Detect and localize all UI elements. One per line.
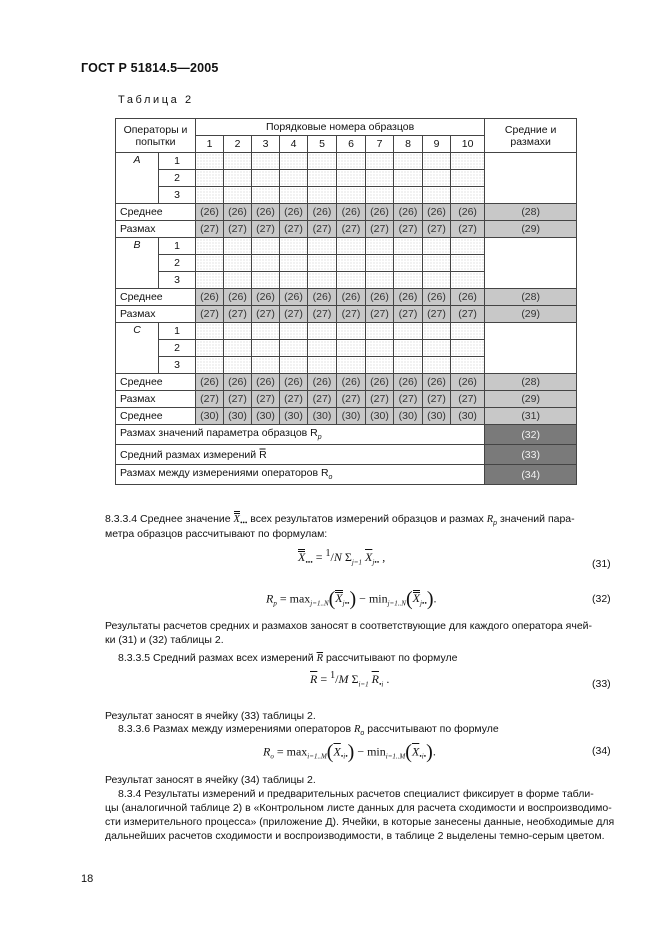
trial-number: 1 bbox=[159, 323, 196, 340]
measurement-cell bbox=[308, 255, 337, 272]
result-34: Результат заносят в ячейку (34) таблицы 2. bbox=[105, 774, 316, 786]
gray-cell: (30) bbox=[451, 408, 485, 425]
measurement-cell bbox=[308, 323, 337, 340]
measurement-cell bbox=[224, 357, 252, 374]
operator-label: C bbox=[116, 323, 159, 374]
measurement-cell bbox=[423, 170, 451, 187]
gray-cell: (30) bbox=[423, 408, 451, 425]
gray-cell: (30) bbox=[394, 408, 423, 425]
sub-o: o bbox=[328, 474, 333, 482]
measurement-cell bbox=[224, 153, 252, 170]
measurement-cell bbox=[280, 153, 308, 170]
measurement-cell bbox=[196, 340, 224, 357]
gray-cell: (26) bbox=[252, 204, 280, 221]
measurement-cell bbox=[366, 255, 394, 272]
gray-cell: (26) bbox=[252, 289, 280, 306]
measurement-cell bbox=[366, 187, 394, 204]
gray-cell: (26) bbox=[224, 289, 252, 306]
document-header: ГОСТ Р 51814.5—2005 bbox=[81, 61, 219, 75]
gray-cell: (26) bbox=[280, 374, 308, 391]
trial-number: 2 bbox=[159, 170, 196, 187]
measurement-cell bbox=[196, 170, 224, 187]
measurement-cell bbox=[366, 323, 394, 340]
measurement-cell bbox=[252, 340, 280, 357]
formula-34: $R_o = \max_{i=1..M}(\overline{X}_{•i•}) - \min_{i=1..M}(\overline{X}_{•i•})$. bbox=[263, 741, 436, 763]
measurement-cell bbox=[280, 255, 308, 272]
dark-cell: (33) bbox=[485, 445, 577, 465]
gray-cell: (26) bbox=[337, 204, 366, 221]
result-33: Результат заносят в ячейку (33) таблицы 2. bbox=[105, 710, 316, 722]
measurement-cell bbox=[280, 272, 308, 289]
gray-cell: (27) bbox=[337, 221, 366, 238]
measurement-cell bbox=[423, 340, 451, 357]
gray-cell: (27) bbox=[224, 221, 252, 238]
gray-cell: (26) bbox=[451, 204, 485, 221]
header-col: 7 bbox=[366, 136, 394, 153]
measurement-cell bbox=[337, 187, 366, 204]
header-col: 3 bbox=[252, 136, 280, 153]
gray-cell: (26) bbox=[196, 374, 224, 391]
eq-number-33: (33) bbox=[592, 678, 611, 690]
gray-cell: (26) bbox=[308, 204, 337, 221]
measurement-cell bbox=[252, 170, 280, 187]
eq-number-32: (32) bbox=[592, 593, 611, 605]
gray-cell: (27) bbox=[451, 306, 485, 323]
measurement-cell bbox=[252, 272, 280, 289]
measurement-cell bbox=[252, 238, 280, 255]
gray-cell: (30) bbox=[224, 408, 252, 425]
gray-cell: (26) bbox=[196, 204, 224, 221]
summary-cell: (28) bbox=[485, 289, 577, 306]
measurement-cell bbox=[451, 323, 485, 340]
measurement-cell bbox=[451, 340, 485, 357]
measurement-cell bbox=[337, 238, 366, 255]
row-label: Среднее bbox=[116, 204, 196, 221]
measurement-cell bbox=[451, 170, 485, 187]
row-label: Размах bbox=[116, 221, 196, 238]
gray-cell: (27) bbox=[196, 221, 224, 238]
gray-cell: (27) bbox=[366, 221, 394, 238]
measurement-cell bbox=[423, 357, 451, 374]
page-number: 18 bbox=[81, 873, 94, 885]
gray-cell: (27) bbox=[308, 306, 337, 323]
row-mean-range bbox=[116, 445, 485, 465]
measurement-cell bbox=[394, 255, 423, 272]
gray-cell: (30) bbox=[308, 408, 337, 425]
measurement-cell bbox=[196, 357, 224, 374]
gray-cell: (27) bbox=[366, 306, 394, 323]
measurement-cell bbox=[224, 187, 252, 204]
eq-number-34: (34) bbox=[592, 745, 611, 757]
gray-cell: (26) bbox=[224, 374, 252, 391]
trial-number: 1 bbox=[159, 153, 196, 170]
row-label: Среднее bbox=[116, 289, 196, 306]
gray-cell: (26) bbox=[366, 289, 394, 306]
summary-cell: (29) bbox=[485, 391, 577, 408]
paragraph-after32-1: Результаты расчетов средних и размахов заносят в соответствующие для каждого оператора ячей- bbox=[105, 620, 593, 632]
r-samples-text: Размах значений параметра образцов R bbox=[120, 427, 318, 440]
measurement-cell bbox=[308, 187, 337, 204]
header-col: 2 bbox=[224, 136, 252, 153]
gray-cell: (30) bbox=[337, 408, 366, 425]
gray-cell: (30) bbox=[280, 408, 308, 425]
summary-cell: (28) bbox=[485, 204, 577, 221]
gray-cell: (27) bbox=[308, 391, 337, 408]
gray-cell: (26) bbox=[337, 374, 366, 391]
measurement-cell bbox=[451, 187, 485, 204]
measurement-cell bbox=[196, 323, 224, 340]
gray-cell: (26) bbox=[394, 374, 423, 391]
gray-cell: (26) bbox=[423, 204, 451, 221]
gray-cell: (27) bbox=[337, 391, 366, 408]
operator-label: B bbox=[116, 238, 159, 289]
paragraph-8335: 8.3.3.5 Средний размах всех измерений $\overline{R}$ рассчитывают по формуле bbox=[118, 652, 458, 664]
measurement-cell bbox=[196, 187, 224, 204]
dark-cell: (32) bbox=[485, 425, 577, 445]
trial-number: 2 bbox=[159, 340, 196, 357]
formula-31: $X_{•••} = ^1/N$ $\Sigma_{j=1}$ $\overline{X}_{j••}$ , bbox=[298, 548, 386, 567]
header-samples: Порядковые номера образцов bbox=[196, 119, 485, 136]
measurement-cell bbox=[394, 357, 423, 374]
measurement-cell bbox=[196, 272, 224, 289]
gray-cell: (26) bbox=[394, 289, 423, 306]
gray-cell: (27) bbox=[423, 306, 451, 323]
measurement-cell bbox=[451, 357, 485, 374]
sub-p: p bbox=[317, 434, 322, 442]
trial-number: 3 bbox=[159, 187, 196, 204]
header-col: 8 bbox=[394, 136, 423, 153]
row-label: Среднее bbox=[116, 408, 196, 425]
measurement-cell bbox=[337, 357, 366, 374]
gray-cell: (26) bbox=[451, 374, 485, 391]
measurement-cell bbox=[366, 170, 394, 187]
measurement-cell bbox=[280, 187, 308, 204]
gray-cell: (26) bbox=[451, 289, 485, 306]
measurement-cell bbox=[366, 238, 394, 255]
measurement-cell bbox=[196, 153, 224, 170]
measurement-cell bbox=[196, 238, 224, 255]
gray-cell: (27) bbox=[196, 391, 224, 408]
gray-cell: (27) bbox=[451, 391, 485, 408]
gray-cell: (27) bbox=[252, 306, 280, 323]
measurement-cell bbox=[423, 272, 451, 289]
table-caption: Таблица 2 bbox=[118, 94, 194, 106]
trial-number: 3 bbox=[159, 272, 196, 289]
gray-cell: (26) bbox=[308, 289, 337, 306]
measurement-cell bbox=[224, 170, 252, 187]
measurement-cell bbox=[337, 323, 366, 340]
data-table bbox=[115, 118, 577, 485]
paragraph-8334: 8.3.3.4 Среднее значение $X_{•••}$ всех результатов измерений образцов и размах $R_p$ значений пара- bbox=[105, 513, 575, 528]
measurement-cell bbox=[451, 255, 485, 272]
header-operators: Операторы и попытки bbox=[116, 119, 196, 153]
measurement-cell bbox=[366, 272, 394, 289]
row-range-samples bbox=[116, 425, 485, 445]
paragraph-after32-2: ки (31) и (32) таблицы 2. bbox=[105, 634, 224, 646]
header-col: 6 bbox=[337, 136, 366, 153]
trial-number: 2 bbox=[159, 255, 196, 272]
measurement-cell bbox=[280, 170, 308, 187]
header-means: Средние и размахи bbox=[485, 119, 577, 153]
measurement-cell bbox=[451, 153, 485, 170]
paragraph-834-3: сти измерительного процесса» (приложение Д). Ячейки, в которые занесены данные, необходимые для bbox=[105, 816, 615, 828]
paragraph-8336: 8.3.3.6 Размах между измерениями операторов $R_o$ рассчитывают по формуле bbox=[118, 723, 499, 738]
gray-cell: (27) bbox=[423, 391, 451, 408]
measurement-cell bbox=[224, 323, 252, 340]
formula-33: $\overline{R} = ^1/M$ $\Sigma_{i=1}$ $\overline{R}_{•i}$ . bbox=[310, 670, 390, 689]
measurement-cell bbox=[252, 255, 280, 272]
measurement-cell bbox=[224, 340, 252, 357]
gray-cell: (30) bbox=[196, 408, 224, 425]
gray-cell: (30) bbox=[252, 408, 280, 425]
paragraph-834-2: цы (аналогичной таблице 2) в «Контрольном листе данных для расчета сходимости и воспроизводимо- bbox=[105, 802, 612, 814]
measurement-cell bbox=[308, 170, 337, 187]
gray-cell: (26) bbox=[196, 289, 224, 306]
header-col: 4 bbox=[280, 136, 308, 153]
measurement-cell bbox=[394, 170, 423, 187]
formula-32: $R_p = \max_{j=1..N}(X_{j••}) - \min_{j=1..N}(X_{j••})$. bbox=[266, 588, 437, 610]
empty-summary bbox=[485, 153, 577, 204]
measurement-cell bbox=[252, 153, 280, 170]
measurement-cell bbox=[394, 323, 423, 340]
operator-label: A bbox=[116, 153, 159, 204]
measurement-cell bbox=[280, 357, 308, 374]
measurement-cell bbox=[394, 238, 423, 255]
empty-summary bbox=[485, 323, 577, 374]
measurement-cell bbox=[252, 187, 280, 204]
header-col: 10 bbox=[451, 136, 485, 153]
gray-cell: (27) bbox=[252, 391, 280, 408]
dark-cell: (34) bbox=[485, 465, 577, 485]
gray-cell: (26) bbox=[337, 289, 366, 306]
row-label: Размах bbox=[116, 306, 196, 323]
measurement-cell bbox=[423, 323, 451, 340]
paragraph-8334-cont: метра образцов рассчитывают по формулам: bbox=[105, 528, 328, 540]
gray-cell: (27) bbox=[451, 221, 485, 238]
gray-cell: (27) bbox=[252, 221, 280, 238]
measurement-cell bbox=[366, 357, 394, 374]
measurement-cell bbox=[224, 272, 252, 289]
paragraph-834-1: 8.3.4 Результаты измерений и предварительных расчетов специалист фиксирует в форме табли- bbox=[118, 788, 594, 800]
gray-cell: (26) bbox=[394, 204, 423, 221]
measurement-cell bbox=[394, 153, 423, 170]
measurement-cell bbox=[308, 272, 337, 289]
gray-cell: (26) bbox=[224, 204, 252, 221]
measurement-cell bbox=[423, 255, 451, 272]
trial-number: 3 bbox=[159, 357, 196, 374]
measurement-cell bbox=[280, 340, 308, 357]
summary-cell: (29) bbox=[485, 221, 577, 238]
gray-cell: (27) bbox=[394, 391, 423, 408]
paragraph-834-4: дальнейших расчетов сходимости и воспроизводимости, в таблице 2 выделены темно-серым цветом. bbox=[105, 830, 605, 842]
gray-cell: (27) bbox=[394, 306, 423, 323]
measurement-cell bbox=[252, 323, 280, 340]
gray-cell: (27) bbox=[337, 306, 366, 323]
gray-cell: (27) bbox=[224, 306, 252, 323]
eq-number-31: (31) bbox=[592, 558, 611, 570]
trial-number: 1 bbox=[159, 238, 196, 255]
measurement-cell bbox=[451, 238, 485, 255]
gray-cell: (27) bbox=[280, 221, 308, 238]
measurement-cell bbox=[224, 238, 252, 255]
measurement-cell bbox=[337, 255, 366, 272]
measurement-cell bbox=[337, 340, 366, 357]
gray-cell: (27) bbox=[224, 391, 252, 408]
measurement-cell bbox=[423, 153, 451, 170]
measurement-cell bbox=[423, 238, 451, 255]
r-ops-text: Размах между измерениями операторов R bbox=[120, 467, 329, 480]
gray-cell: (30) bbox=[366, 408, 394, 425]
gray-cell: (27) bbox=[394, 221, 423, 238]
measurement-cell bbox=[366, 340, 394, 357]
gray-cell: (27) bbox=[423, 221, 451, 238]
gray-cell: (26) bbox=[280, 204, 308, 221]
gray-cell: (27) bbox=[366, 391, 394, 408]
gray-cell: (26) bbox=[423, 289, 451, 306]
measurement-cell bbox=[394, 340, 423, 357]
gray-cell: (26) bbox=[366, 204, 394, 221]
gray-cell: (26) bbox=[308, 374, 337, 391]
measurement-cell bbox=[224, 255, 252, 272]
gray-cell: (27) bbox=[280, 306, 308, 323]
measurement-cell bbox=[308, 340, 337, 357]
measurement-cell bbox=[337, 272, 366, 289]
gray-cell: (27) bbox=[196, 306, 224, 323]
measurement-cell bbox=[252, 357, 280, 374]
measurement-cell bbox=[337, 153, 366, 170]
header-col: 1 bbox=[196, 136, 224, 153]
measurement-cell bbox=[280, 238, 308, 255]
measurement-cell bbox=[394, 272, 423, 289]
gray-cell: (26) bbox=[252, 374, 280, 391]
measurement-cell bbox=[308, 153, 337, 170]
measurement-cell bbox=[308, 238, 337, 255]
measurement-cell bbox=[366, 153, 394, 170]
measurement-cell bbox=[196, 255, 224, 272]
gray-cell: (27) bbox=[308, 221, 337, 238]
row-range-operators bbox=[116, 465, 485, 485]
summary-cell: (28) bbox=[485, 374, 577, 391]
header-col: 9 bbox=[423, 136, 451, 153]
summary-cell: (29) bbox=[485, 306, 577, 323]
gray-cell: (26) bbox=[280, 289, 308, 306]
measurement-cell bbox=[337, 170, 366, 187]
measurement-cell bbox=[394, 187, 423, 204]
gray-cell: (26) bbox=[366, 374, 394, 391]
summary-cell: (31) bbox=[485, 408, 577, 425]
measurement-cell bbox=[451, 272, 485, 289]
gray-cell: (27) bbox=[280, 391, 308, 408]
row-label: Размах bbox=[116, 391, 196, 408]
measurement-cell bbox=[308, 357, 337, 374]
empty-summary bbox=[485, 238, 577, 289]
row-label: Среднее bbox=[116, 374, 196, 391]
r-mean-text: Средний размах измерений R̿ bbox=[120, 448, 267, 461]
measurement-cell bbox=[423, 187, 451, 204]
measurement-cell bbox=[280, 323, 308, 340]
header-col: 5 bbox=[308, 136, 337, 153]
gray-cell: (26) bbox=[423, 374, 451, 391]
